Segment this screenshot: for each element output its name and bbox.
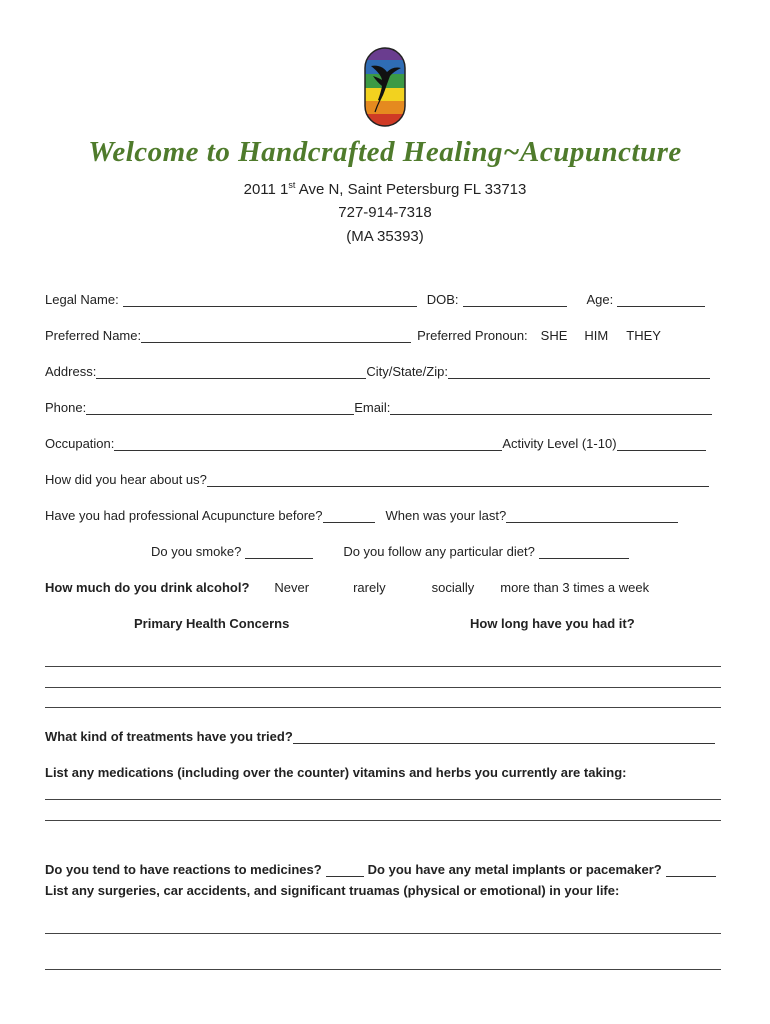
address-field[interactable] bbox=[96, 364, 366, 379]
surgeries-line[interactable] bbox=[45, 969, 721, 970]
preferred-name-label: Preferred Name: bbox=[45, 328, 142, 343]
city-state-zip-label: City/State/Zip: bbox=[366, 364, 448, 379]
address-label: Address: bbox=[45, 364, 97, 379]
page-title: Welcome to Handcrafted Healing~Acupuncture bbox=[88, 136, 682, 168]
occupation-field[interactable] bbox=[114, 436, 502, 451]
treatments-row bbox=[45, 729, 715, 744]
hear-about-row bbox=[45, 472, 709, 487]
alcohol-option-socially[interactable]: socially bbox=[431, 580, 475, 595]
preferred-name-field[interactable] bbox=[141, 328, 411, 343]
phone-field[interactable] bbox=[86, 400, 354, 415]
preferred-name-row bbox=[45, 328, 661, 343]
reactions-label: Do you tend to have reactions to medicines? bbox=[45, 862, 322, 877]
surgeries-label: List any surgeries, car accidents, and significant truamas (physical or emotional) in your life: bbox=[45, 883, 620, 898]
dob-label: DOB: bbox=[426, 292, 459, 307]
address-row bbox=[45, 364, 710, 379]
occupation-row bbox=[45, 436, 706, 451]
diet-label: Do you follow any particular diet? bbox=[343, 544, 535, 559]
occupation-label: Occupation: bbox=[45, 436, 115, 451]
health-concern-line[interactable] bbox=[45, 687, 721, 688]
age-label: Age: bbox=[586, 292, 614, 307]
city-state-zip-field[interactable] bbox=[448, 364, 710, 379]
had-acupuncture-label: Have you had professional Acupuncture before? bbox=[45, 508, 323, 523]
smoke-label: Do you smoke? bbox=[151, 544, 242, 559]
health-concern-line[interactable] bbox=[45, 707, 721, 708]
how-long-heading: How long have you had it? bbox=[470, 616, 635, 631]
license-number: (MA 35393) bbox=[346, 228, 424, 245]
hummingbird-logo-icon bbox=[363, 46, 407, 128]
dob-field[interactable] bbox=[463, 292, 567, 307]
hear-about-field[interactable] bbox=[207, 472, 709, 487]
when-last-label: When was your last? bbox=[385, 508, 507, 523]
email-label: Email: bbox=[354, 400, 391, 415]
pronoun-option-they[interactable]: THEY bbox=[626, 328, 661, 343]
alcohol-option-never[interactable]: Never bbox=[274, 580, 310, 595]
email-field[interactable] bbox=[390, 400, 712, 415]
hear-about-label: How did you hear about us? bbox=[45, 472, 207, 487]
legal-name-row bbox=[45, 292, 705, 307]
health-concerns-heading: Primary Health Concerns bbox=[134, 616, 290, 631]
activity-level-label: Activity Level (1-10) bbox=[502, 436, 617, 451]
phone-email-row bbox=[45, 400, 712, 415]
phone-label: Phone: bbox=[45, 400, 87, 415]
diet-field[interactable] bbox=[539, 544, 629, 559]
age-field[interactable] bbox=[617, 292, 705, 307]
medications-label: List any medications (including over the counter) vitamins and herbs you currently are taking: bbox=[45, 765, 627, 780]
alcohol-option-rarely[interactable]: rarely bbox=[353, 580, 386, 595]
smoke-diet-row bbox=[151, 544, 629, 559]
medications-line[interactable] bbox=[45, 820, 721, 821]
clinic-address: 2011 1st Ave N, Saint Petersburg FL 33713 bbox=[243, 180, 527, 198]
had-acupuncture-field[interactable] bbox=[323, 508, 375, 523]
clinic-phone: 727-914-7318 bbox=[338, 204, 432, 221]
treatments-field[interactable] bbox=[293, 729, 715, 744]
medications-line[interactable] bbox=[45, 799, 721, 800]
treatments-label: What kind of treatments have you tried? bbox=[45, 729, 293, 744]
legal-name-label: Legal Name: bbox=[45, 292, 119, 307]
reactions-implants-row bbox=[45, 862, 716, 877]
activity-level-field[interactable] bbox=[617, 436, 706, 451]
smoke-field[interactable] bbox=[245, 544, 313, 559]
alcohol-label: How much do you drink alcohol? bbox=[45, 580, 250, 595]
legal-name-field[interactable] bbox=[123, 292, 417, 307]
pronoun-option-him[interactable]: HIM bbox=[584, 328, 609, 343]
reactions-field[interactable] bbox=[326, 862, 364, 877]
pronoun-option-she[interactable]: SHE bbox=[540, 328, 568, 343]
acupuncture-history-row bbox=[45, 508, 678, 523]
pronoun-label: Preferred Pronoun: bbox=[417, 328, 528, 343]
implants-field[interactable] bbox=[666, 862, 716, 877]
when-last-field[interactable] bbox=[506, 508, 678, 523]
implants-label: Do you have any metal implants or pacemaker? bbox=[367, 862, 662, 877]
alcohol-option-frequent[interactable]: more than 3 times a week bbox=[500, 580, 650, 595]
alcohol-row bbox=[45, 580, 649, 595]
health-concern-line[interactable] bbox=[45, 666, 721, 667]
surgeries-line[interactable] bbox=[45, 933, 721, 934]
